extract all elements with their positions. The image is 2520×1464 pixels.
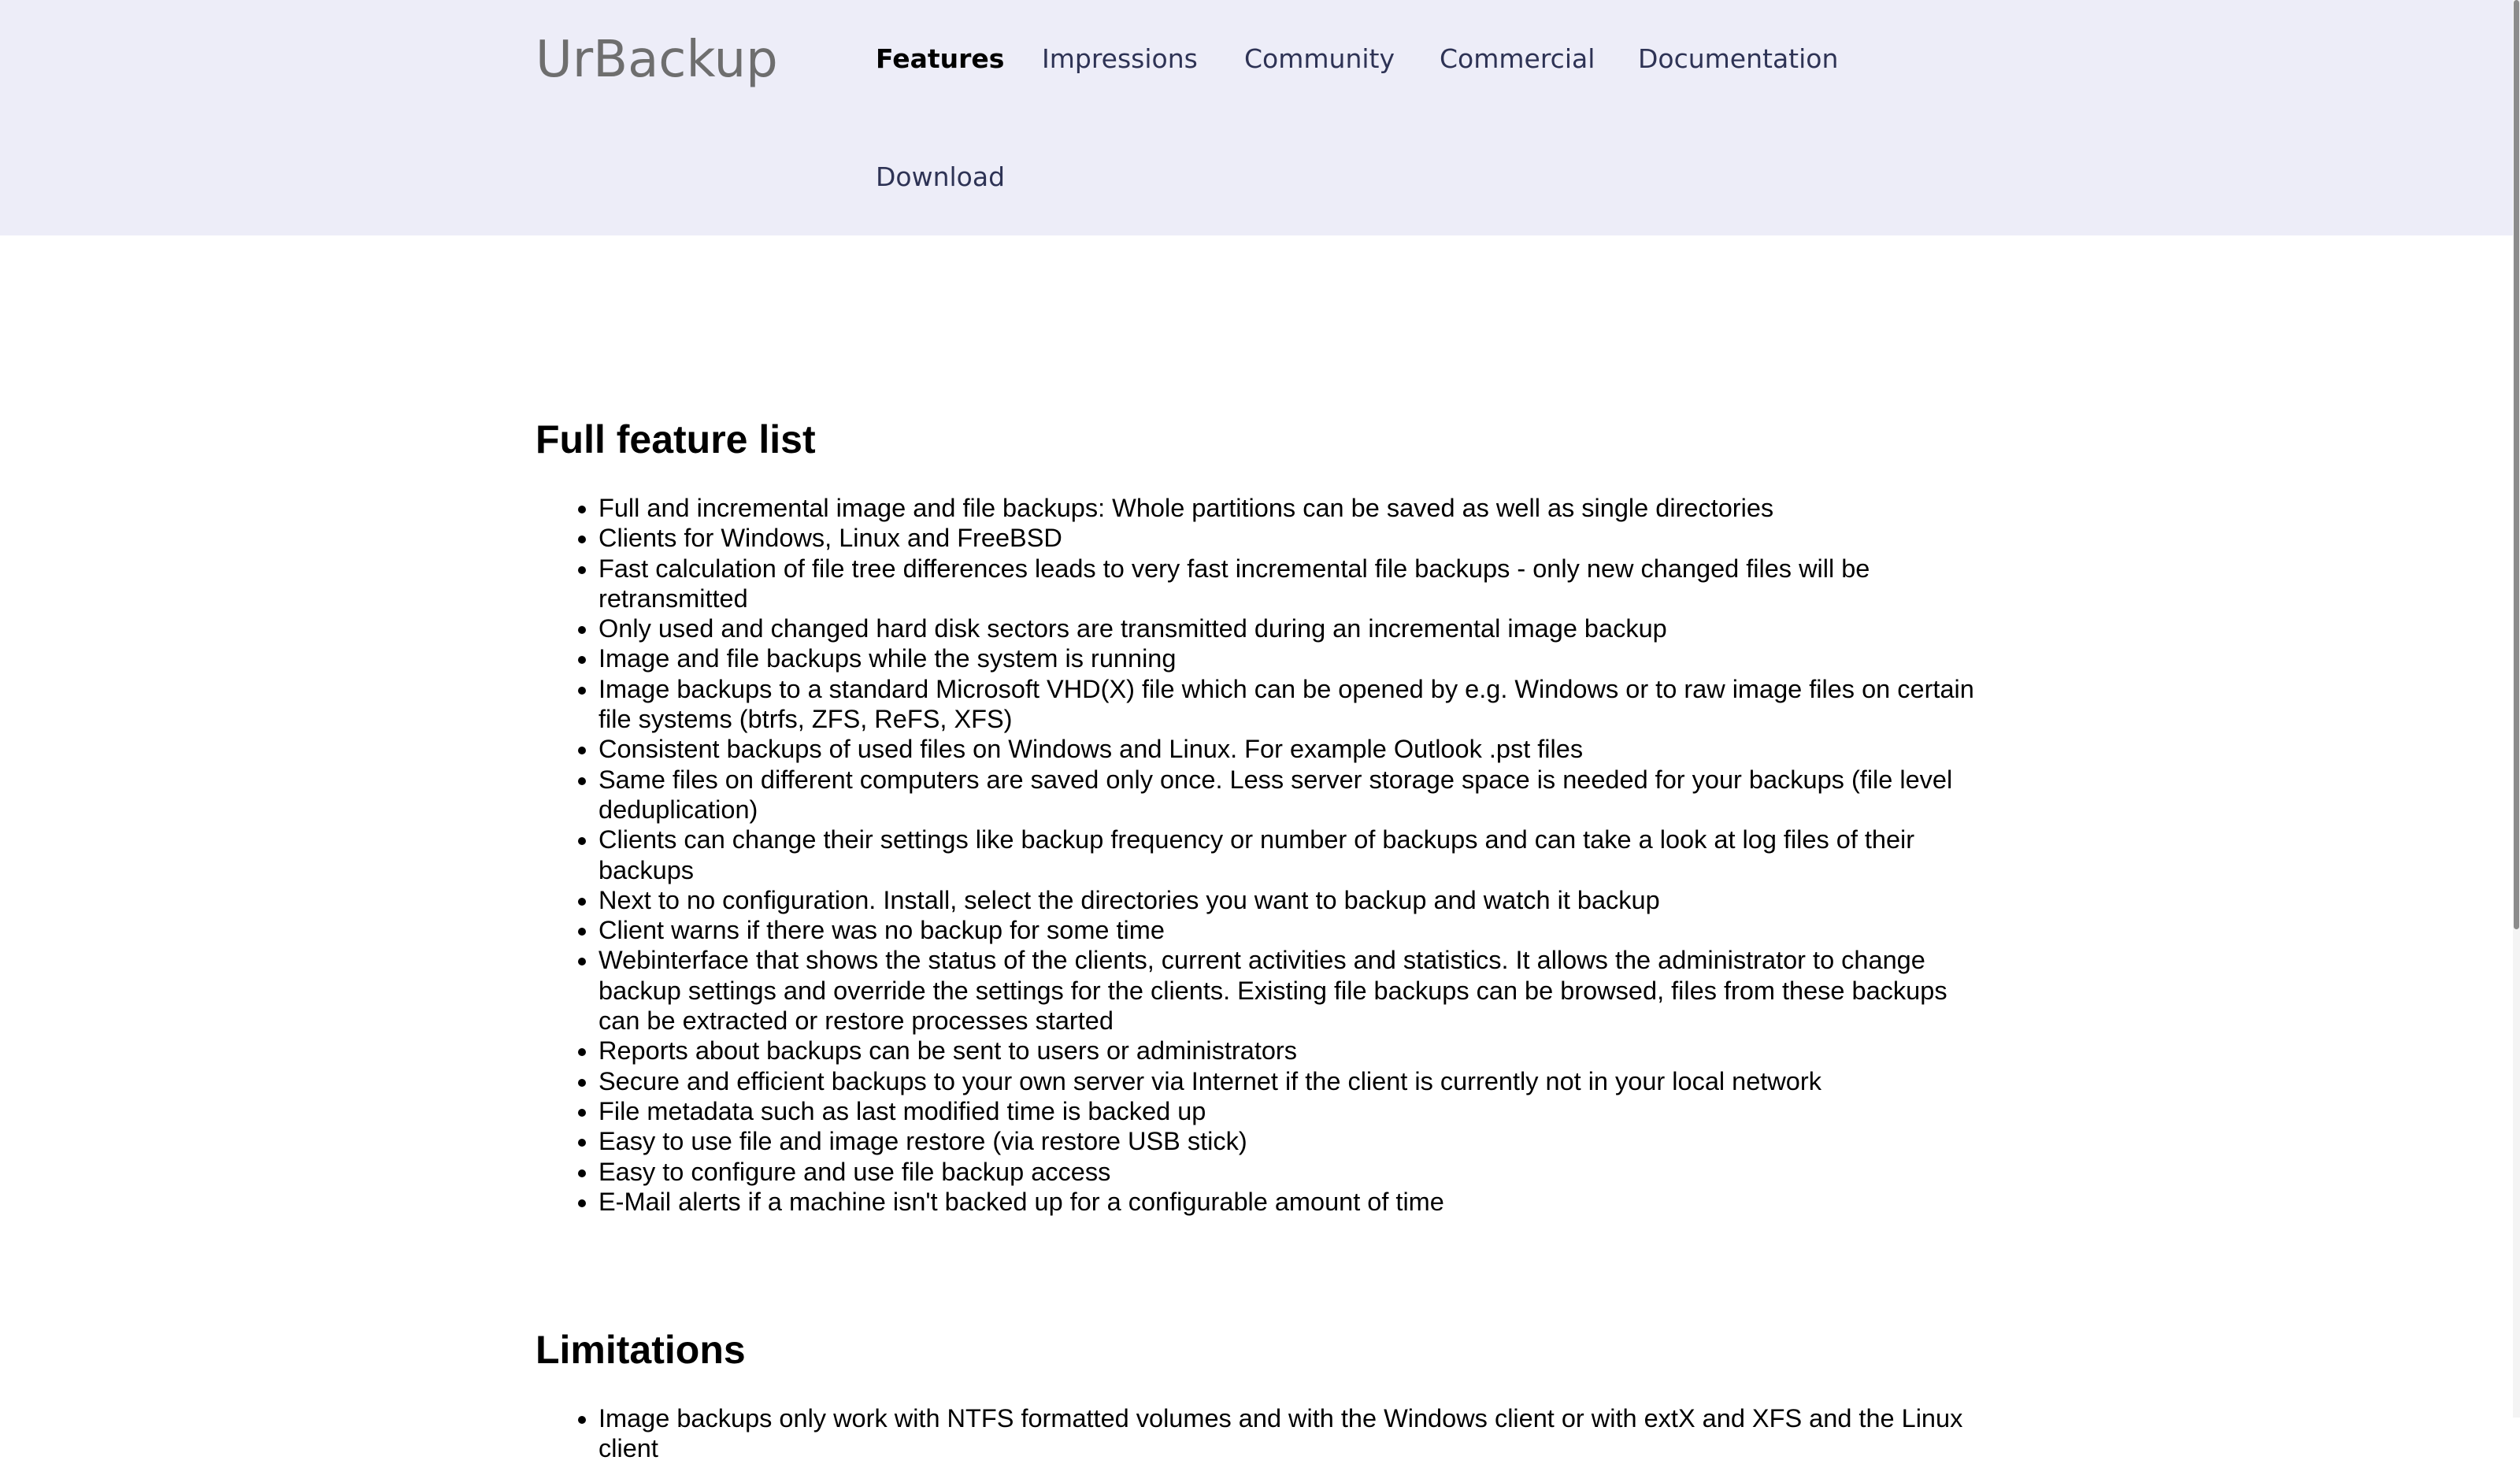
feature-item: • Easy to configure and use file backup access [598, 1157, 1984, 1187]
feature-list [536, 493, 1984, 1217]
feature-item: • Image and file backups while the system is running [598, 643, 1984, 673]
feature-item: • Reports about backups can be sent to users or administrators [598, 1036, 1984, 1066]
feature-item: • Same files on different computers are saved only once. Less server storage space is needed for your backups (file level deduplication) [598, 765, 1984, 825]
feature-item: • Webinterface that shows the status of the clients, current activities and statistics. It allows the administrator to change backup settings and override the settings for the clients. Existing file backups can be browsed, files from these backups can be extracted or restore processes started [598, 945, 1984, 1036]
feature-item: • Image backups to a standard Microsoft VHD(X) file which can be opened by e.g. Windows or to raw image files on certain file systems (btrfs, ZFS, ReFS, XFS) [598, 674, 1984, 735]
feature-item: • Consistent backups of used files on Windows and Linux. For example Outlook .pst files [598, 734, 1984, 764]
feature-item: • File metadata such as last modified time is backed up [598, 1096, 1984, 1126]
site-logo[interactable]: UrBackup [536, 31, 778, 89]
feature-item: • Clients can change their settings like backup frequency or number of backups and can take a look at log files of their backups [598, 825, 1984, 885]
feature-item: • Secure and efficient backups to your own server via Internet if the client is currently not in your local network [598, 1066, 1984, 1096]
feature-item: • Only used and changed hard disk sectors are transmitted during an incremental image backup [598, 613, 1984, 643]
nav-link-commercial[interactable]: Commercial [1440, 43, 1595, 74]
feature-item: • E-Mail alerts if a machine isn't backed up for a configurable amount of time [598, 1187, 1984, 1217]
feature-item: • Client warns if there was no backup for some time [598, 915, 1984, 945]
features-heading: Full feature list [536, 417, 816, 461]
limitations-heading: Limitations [536, 1328, 746, 1372]
nav-link-community[interactable]: Community [1244, 43, 1395, 74]
limitations-list [536, 1403, 1984, 1464]
nav-link-impressions[interactable]: Impressions [1042, 43, 1198, 74]
nav-link-features[interactable]: Features [876, 43, 1005, 74]
nav-link-download[interactable]: Download [876, 161, 1006, 192]
nav-link-documentation[interactable]: Documentation [1638, 43, 1839, 74]
feature-item: • Easy to use file and image restore (via restore USB stick) [598, 1126, 1984, 1156]
limitation-item: • Image backups only work with NTFS formatted volumes and with the Windows client or with extX and XFS and the Linux client [598, 1403, 1984, 1464]
feature-item: • Full and incremental image and file backups: Whole partitions can be saved as well as single directories [598, 493, 1984, 523]
site-header [0, 0, 2513, 235]
scrollbar-thumb[interactable] [2514, 0, 2519, 929]
feature-item: • Next to no configuration. Install, select the directories you want to backup and watch it backup [598, 885, 1984, 915]
feature-item: • Clients for Windows, Linux and FreeBSD [598, 523, 1984, 553]
feature-item: • Fast calculation of file tree differences leads to very fast incremental file backups - only new changed files will be retransmitted [598, 554, 1984, 614]
